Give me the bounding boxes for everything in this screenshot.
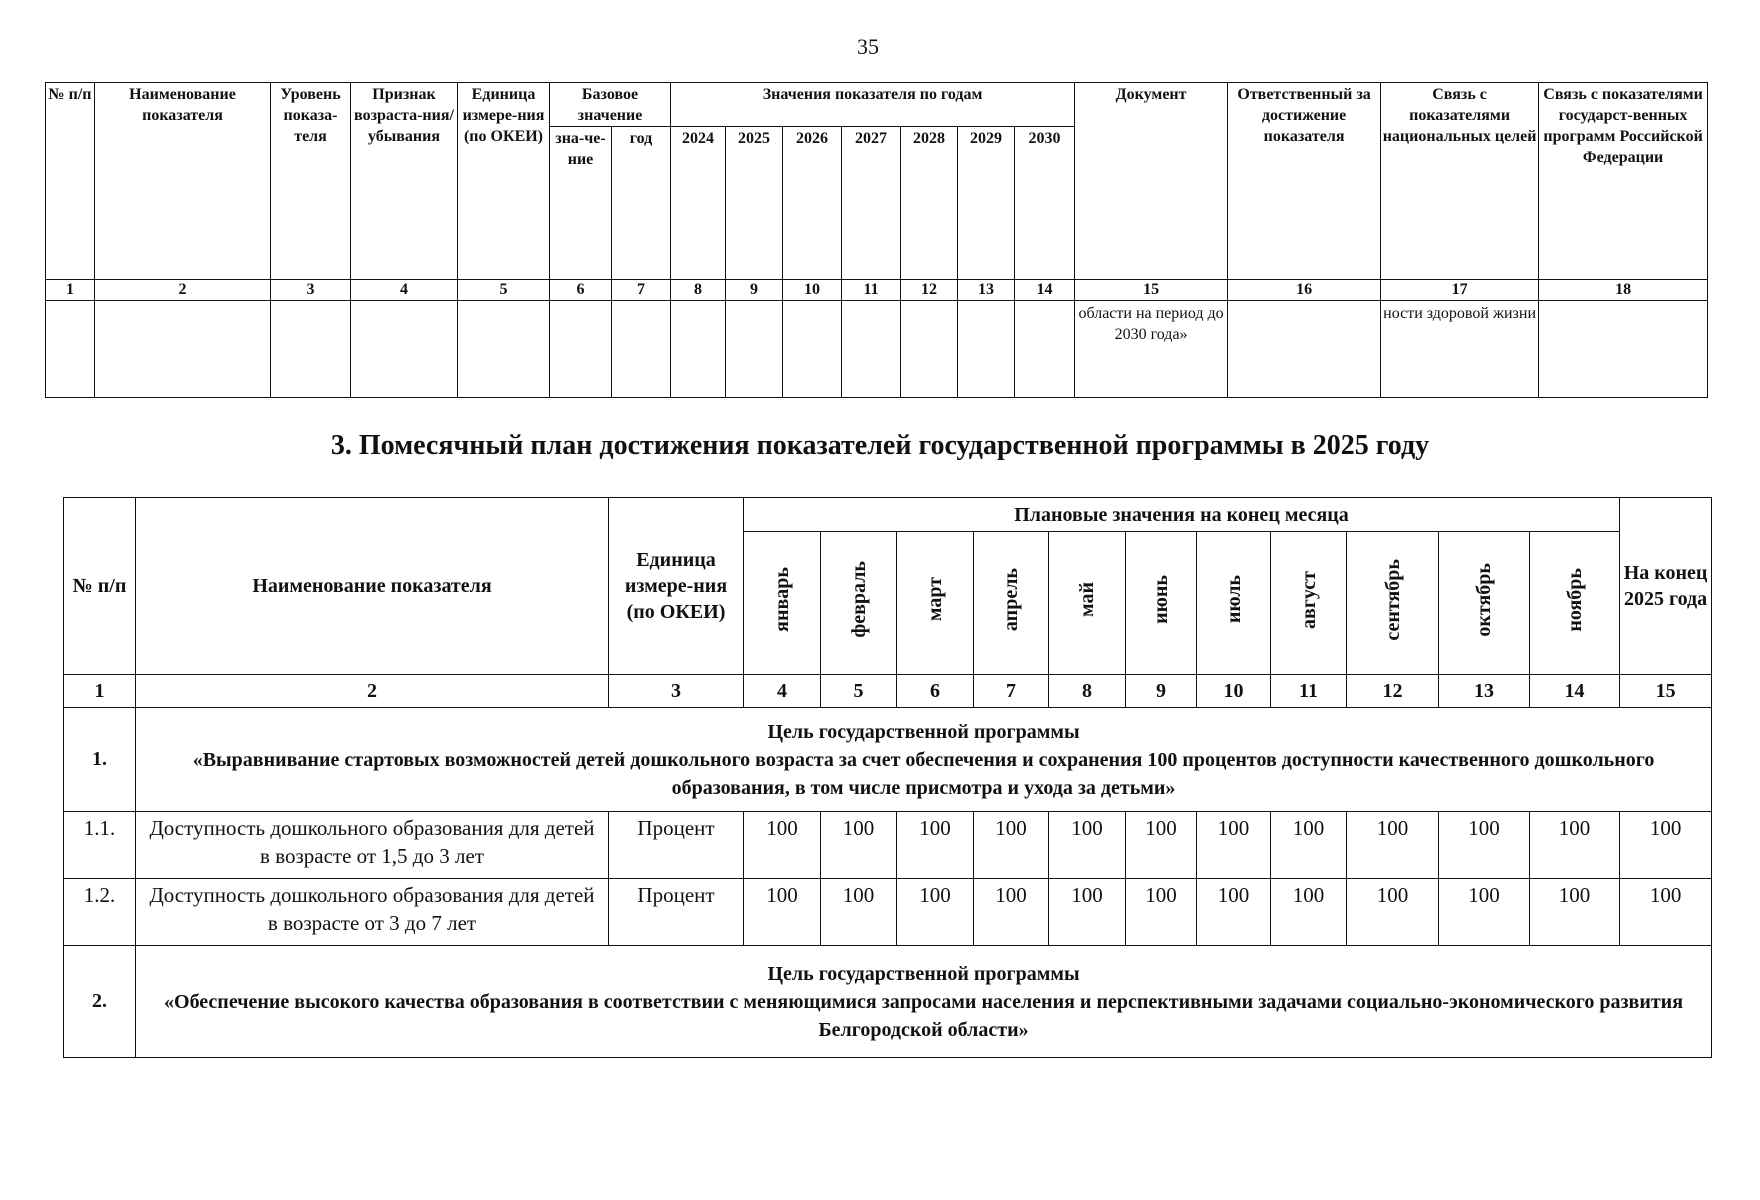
row-number: 1.1. [64,812,136,879]
col-header-name: Наименование показателя [95,83,271,280]
value-cell: 100 [744,879,821,946]
column-number: 13 [958,280,1015,301]
month-label: апрель [1000,567,1022,632]
column-number: 9 [1126,675,1197,708]
value-cell: 100 [1347,812,1439,879]
value-cell: 100 [897,879,974,946]
document-cell: области на период до 2030 года» [1075,301,1228,398]
column-number: 18 [1539,280,1708,301]
goal-text: «Выравнивание стартовых возможностей детей дошкольного возраста за счет обеспечения и сохранения 100 процентов доступности качественного дошкольного образования, в том числе присмотра и ухода за детьми» [192,748,1655,799]
col-header-year: 2028 [901,127,958,280]
table-row [64,879,1712,946]
column-number: 15 [1075,280,1228,301]
col-header-year: 2030 [1015,127,1075,280]
month-header [1530,532,1620,675]
goal-title: Цель государственной программы [767,962,1080,985]
value-cell: 100 [821,812,897,879]
col-header-level: Уровень показа-теля [271,83,351,280]
value-cell: 100 [1049,879,1126,946]
col-header-responsible: Ответственный за достижение показателя [1228,83,1381,280]
column-number: 7 [612,280,671,301]
goal-number: 2. [64,946,136,1058]
value-cell: 100 [1197,812,1271,879]
goal-row [64,946,1712,1058]
col-header-year: 2024 [671,127,726,280]
col-header-document: Документ [1075,83,1228,280]
monthly-plan-table [63,497,1712,1058]
unit-cell: Процент [609,879,744,946]
column-number: 3 [271,280,351,301]
column-number: 3 [609,675,744,708]
column-number: 13 [1439,675,1530,708]
col-header-unit: Единица измере-ния (по ОКЕИ) [458,83,550,280]
column-number: 9 [726,280,783,301]
value-cell: 100 [974,879,1049,946]
value-cell: 100 [1530,879,1620,946]
column-number: 4 [351,280,458,301]
column-number: 7 [974,675,1049,708]
month-header [897,532,974,675]
month-header [1049,532,1126,675]
col-header-year: 2026 [783,127,842,280]
month-label: февраль [847,561,870,638]
month-label: январь [771,567,793,632]
month-header [1347,532,1439,675]
month-header [1271,532,1347,675]
column-number: 8 [1049,675,1126,708]
continuation-row [46,301,1708,398]
month-label: август [1297,570,1320,629]
value-cell: 100 [1620,879,1712,946]
value-cell: 100 [1439,812,1530,879]
link-national-cell: ности здоровой жизни [1381,301,1539,398]
col-header-plan-group: Плановые значения на конец месяца [744,498,1620,532]
column-number: 14 [1530,675,1620,708]
indicators-table [45,82,1708,398]
col-header-years-group: Значения показателя по годам [671,83,1075,127]
column-numbers-row [46,280,1708,301]
month-header [1126,532,1197,675]
column-number: 5 [458,280,550,301]
col-header-unit: Единица измере-ния (по ОКЕИ) [609,498,744,675]
column-number: 17 [1381,280,1539,301]
col-header-end-of-year: На конец 2025 года [1620,498,1712,675]
value-cell: 100 [1049,812,1126,879]
indicator-name: Доступность дошкольного образования для детей в возрасте от 1,5 до 3 лет [136,812,609,879]
value-cell: 100 [1530,812,1620,879]
goal-title: Цель государственной программы [767,720,1080,743]
section-title: 3. Помесячный план достижения показателей государственной программы в 2025 году [330,430,1430,461]
column-number: 10 [1197,675,1271,708]
goal-number: 1. [64,708,136,812]
col-header-base-value: зна-че-ние [550,127,612,280]
goal-cell [136,708,1712,812]
value-cell: 100 [897,812,974,879]
month-header [974,532,1049,675]
page-number: 35 [857,34,879,59]
month-header [1439,532,1530,675]
column-number: 8 [671,280,726,301]
value-cell: 100 [1197,879,1271,946]
value-cell: 100 [1620,812,1712,879]
month-label: ноябрь [1563,567,1586,632]
col-header-year: 2027 [842,127,901,280]
column-number: 11 [842,280,901,301]
column-number: 1 [46,280,95,301]
goal-row [64,708,1712,812]
column-number: 10 [783,280,842,301]
col-header-name: Наименование показателя [136,498,609,675]
goal-text: «Обеспечение высокого качества образования в соответствии с меняющимися запросами населения и перспективными задачами социально-экономического развития Белгородской области» [164,990,1684,1041]
column-number: 6 [550,280,612,301]
month-label: сентябрь [1381,558,1404,641]
col-header-link-state: Связь с показателями государст-венных программ Российской Федерации [1539,83,1708,280]
column-number: 16 [1228,280,1381,301]
value-cell: 100 [744,812,821,879]
col-header-base-year: год [612,127,671,280]
value-cell: 100 [1126,879,1197,946]
month-label: июль [1222,575,1245,624]
column-number: 11 [1271,675,1347,708]
unit-cell: Процент [609,812,744,879]
column-number: 15 [1620,675,1712,708]
value-cell: 100 [1271,879,1347,946]
value-cell: 100 [974,812,1049,879]
col-header-num: № п/п [46,83,95,280]
col-header-year: 2029 [958,127,1015,280]
column-number: 2 [95,280,271,301]
value-cell: 100 [1439,879,1530,946]
value-cell: 100 [821,879,897,946]
col-header-year: 2025 [726,127,783,280]
value-cell: 100 [1271,812,1347,879]
row-number: 1.2. [64,879,136,946]
month-label: март [924,577,946,622]
month-header [821,532,897,675]
month-header [1197,532,1271,675]
table-row [64,812,1712,879]
column-number: 2 [136,675,609,708]
column-number: 6 [897,675,974,708]
column-numbers-row [64,675,1712,708]
column-number: 1 [64,675,136,708]
month-label: июнь [1150,575,1172,624]
value-cell: 100 [1347,879,1439,946]
col-header-num: № п/п [64,498,136,675]
col-header-base: Базовое значение [550,83,671,127]
indicator-name: Доступность дошкольного образования для детей в возрасте от 3 до 7 лет [136,879,609,946]
column-number: 4 [744,675,821,708]
value-cell: 100 [1126,812,1197,879]
column-number: 5 [821,675,897,708]
column-number: 12 [1347,675,1439,708]
col-header-sign: Признак возраста-ния/ убывания [351,83,458,280]
column-number: 12 [901,280,958,301]
month-label: май [1076,581,1098,617]
column-number: 14 [1015,280,1075,301]
col-header-link-national: Связь с показателями национальных целей [1381,83,1539,280]
goal-cell [136,946,1712,1058]
month-header [744,532,821,675]
month-label: октябрь [1473,562,1495,637]
